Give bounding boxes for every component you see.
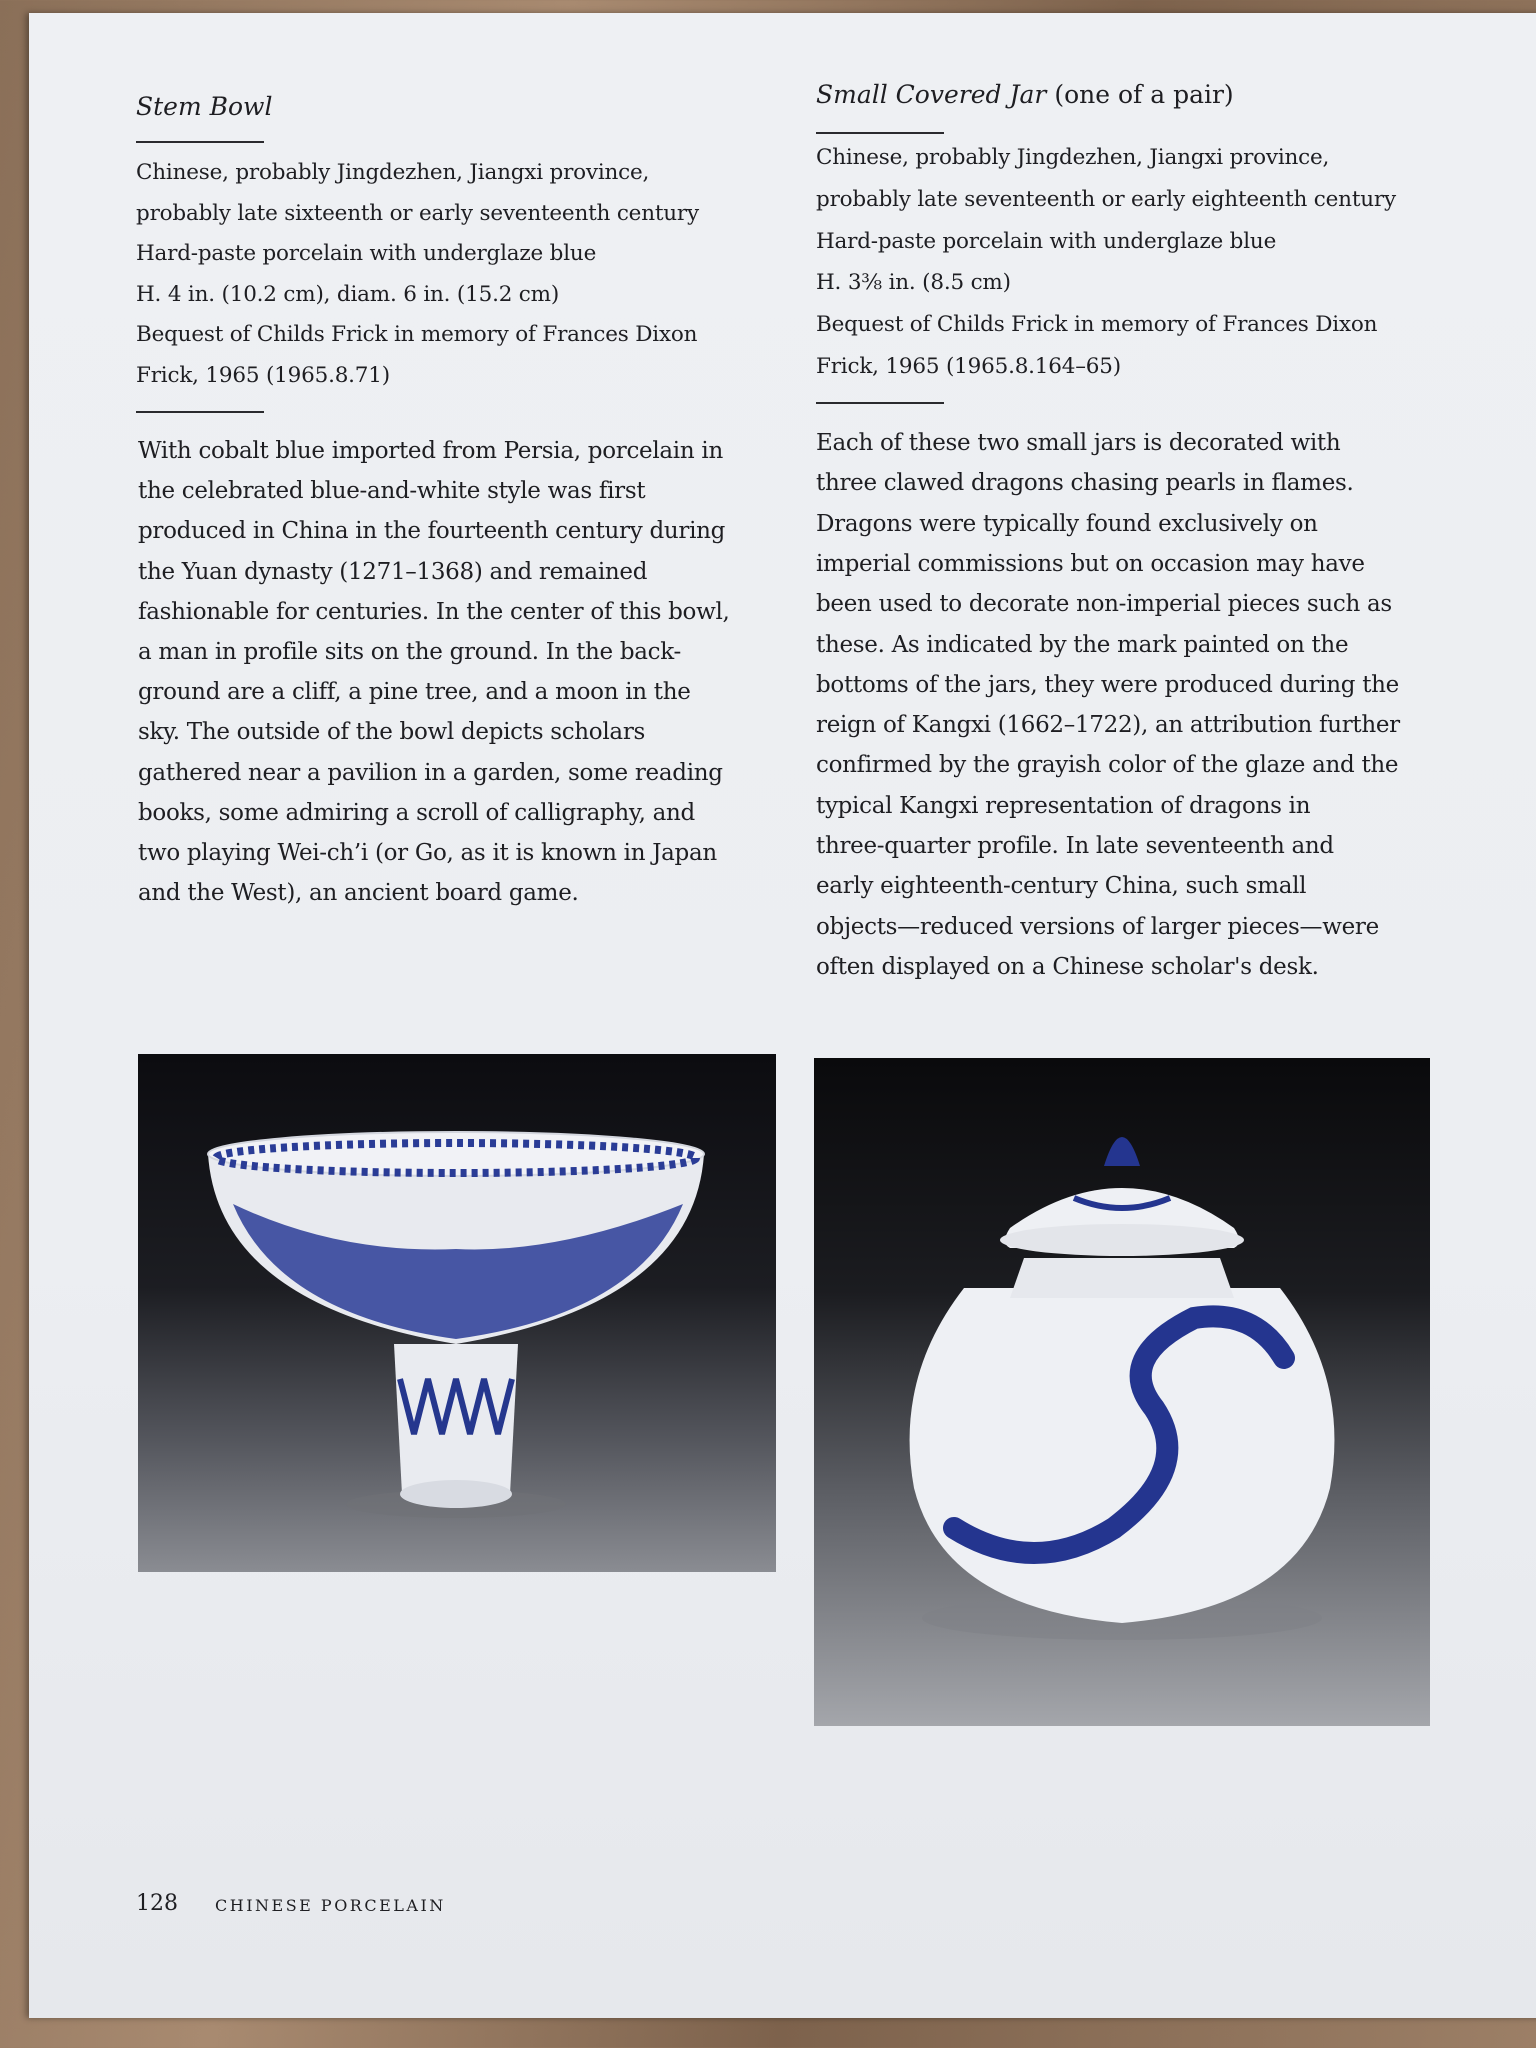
text-line: Bequest of Childs Frick in memory of Frances Dixon (136, 322, 698, 348)
text-line: sky. The outside of the bowl depicts scholars (138, 719, 646, 746)
text-line: Each of these two small jars is decorated with (816, 430, 1341, 456)
text-line: probably late seventeenth or early eighteenth century (816, 186, 1396, 212)
text-line: H. 3⅜ in. (8.5 cm) (816, 270, 1011, 296)
text-line: H. 4 in. (10.2 cm), diam. 6 in. (15.2 cm) (136, 281, 560, 307)
page-number: 128 (136, 1891, 178, 1916)
text-line: books, some admiring a scroll of calligraphy, and (138, 799, 695, 826)
text-line: Dragons were typically found exclusively on (816, 510, 1318, 537)
title-rule (816, 132, 944, 134)
metadata-rule (816, 402, 944, 404)
stem-bowl-title: Stem Bowl (136, 92, 273, 121)
text-line: ground are a cliff, a pine tree, and a moon in the (138, 679, 691, 706)
covered-jar-title (816, 80, 1234, 109)
text-line: these. As indicated by the mark painted on the (816, 631, 1349, 658)
metadata-rule (136, 411, 264, 413)
text-line: Bequest of Childs Frick in memory of Frances Dixon (816, 312, 1378, 338)
text-line: the Yuan dynasty (1271–1368) and remained (138, 558, 648, 585)
text-line: Hard-paste porcelain with underglaze blue (136, 241, 597, 267)
text-line: the celebrated blue-and-white style was first (138, 478, 646, 505)
text-line: typical Kangxi representation of dragons in (816, 792, 1311, 819)
text-line: Chinese, probably Jingdezhen, Jiangxi province, (136, 160, 650, 185)
text-line: probably late sixteenth or early seventeenth century (136, 200, 699, 226)
title-rule (136, 141, 264, 143)
text-line: Frick, 1965 (1965.8.164–65) (816, 354, 1121, 379)
text-line: often displayed on a Chinese scholar's desk. (816, 953, 1319, 980)
text-line: and the West), an ancient board game. (138, 880, 579, 907)
text-line: imperial commissions but on occasion may have (816, 550, 1365, 577)
text-line: With cobalt blue imported from Persia, porcelain in (138, 438, 723, 464)
text-line: gathered near a pavilion in a garden, some reading (138, 759, 723, 786)
text-line: early eighteenth-century China, such small (816, 873, 1307, 900)
text-line: been used to decorate non-imperial pieces such as (816, 591, 1392, 618)
text-line: a man in profile sits on the ground. In the back- (138, 639, 681, 665)
covered-jar-title-suffix: (one of a pair) (1054, 80, 1234, 109)
text-line: three-quarter profile. In late seventeenth and (816, 833, 1334, 859)
text-line: Hard-paste porcelain with underglaze blue (816, 228, 1277, 254)
text-line: confirmed by the grayish color of the glaze and the (816, 752, 1399, 779)
covered-jar-title-text: Small Covered Jar (816, 80, 1047, 109)
text-line: reign of Kangxi (1662–1722), an attribution further (816, 712, 1400, 739)
text-line: fashionable for centuries. In the center of this bowl, (138, 598, 730, 625)
text-line: three clawed dragons chasing pearls in flames. (816, 470, 1354, 497)
text-line: produced in China in the fourteenth century during (138, 518, 726, 545)
text-line: Chinese, probably Jingdezhen, Jiangxi province, (816, 145, 1330, 170)
text-line: Frick, 1965 (1965.8.71) (136, 363, 390, 388)
text-line: bottoms of the jars, they were produced during the (816, 671, 1399, 698)
text-line: objects—reduced versions of larger pieces—were (816, 913, 1379, 940)
text-line: two playing Wei-ch’i (or Go, as it is known in Japan (138, 840, 717, 866)
stem-bowl-photo (138, 1054, 776, 1572)
covered-jar-photo (814, 1058, 1430, 1726)
running-footer-section: CHINESE PORCELAIN (215, 1896, 446, 1915)
